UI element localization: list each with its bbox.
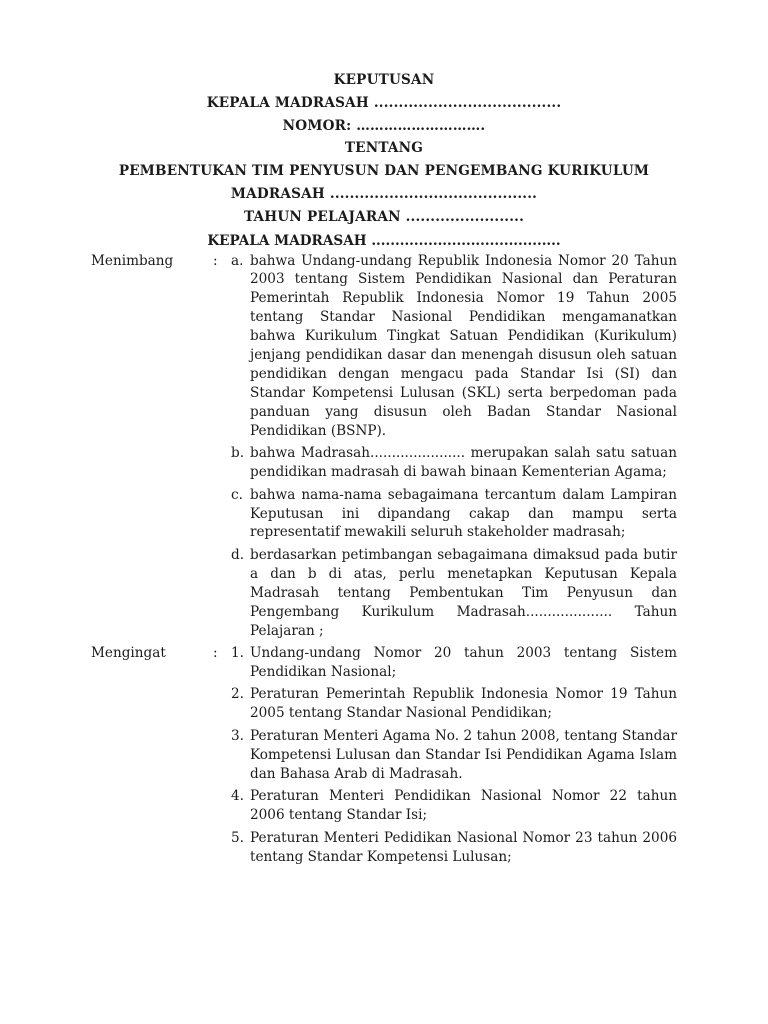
title-tahun-pelajaran: TAHUN PELAJARAN ........................ — [243, 208, 525, 225]
section-menimbang — [91, 252, 677, 645]
list-item — [231, 727, 677, 784]
section-colon: : — [213, 645, 218, 662]
item-text: bahwa nama-nama sebagaimana tercantum dalam Lampiran Keputusan ini dipandang cakap dan mampu serta representatif mewakili seluruh stakeholder madrasah; — [250, 486, 677, 541]
item-marker: c. — [231, 486, 243, 503]
document-title-block — [0, 69, 768, 229]
title-nomor: NOMOR: ………………………. — [282, 117, 486, 134]
item-marker: a. — [231, 252, 244, 269]
list-item — [231, 546, 677, 641]
item-marker: 3. — [231, 727, 244, 744]
title-keputusan: KEPUTUSAN — [333, 72, 435, 88]
item-list — [231, 252, 677, 645]
item-list — [231, 644, 677, 870]
list-item — [231, 685, 677, 723]
item-text: bahwa Madrasah...................... merupakan salah satu satuan pendidikan madrasah di bawah binaan Kementerian Agama; — [250, 445, 677, 481]
item-text: Undang-undang Nomor 20 tahun 2003 tentang Sistem Pendidikan Nasional; — [250, 645, 677, 680]
issuer-heading: KEPALA MADRASAH ........................................ — [207, 232, 561, 249]
title-tentang: TENTANG — [344, 140, 424, 157]
item-text: Peraturan Pemerintah Republik Indonesia Nomor 19 Tahun 2005 tentang Standar Nasional Pendidikan; — [250, 686, 677, 722]
item-text: Peraturan Menteri Agama No. 2 tahun 2008, tentang Standar Kompetensi Lulusan dan Standar Isi Pendidikan Agama Islam dan Bahasa Arab di Madrasah. — [250, 727, 677, 782]
title-subject: PEMBENTUKAN TIM PENYUSUN DAN PENGEMBANG KURIKULUM — [118, 163, 650, 180]
title-kepala-madrasah: KEPALA MADRASAH ...................................... — [206, 94, 562, 111]
item-marker: d. — [231, 546, 245, 563]
list-item — [231, 252, 677, 441]
item-marker: b. — [231, 445, 245, 462]
list-item — [231, 486, 677, 543]
list-item — [231, 444, 677, 482]
item-text: berdasarkan petimbangan sebagaimana dimaksud pada butir a dan b di atas, perlu menetapkan Keputusan Kepala Madrasah tentang Pembentukan Tim Penyusun dan Pengembang Kurikulum Madrasah.................... Tahun Pelajaran ; — [250, 546, 677, 639]
title-madrasah: MADRASAH .......................................... — [230, 185, 538, 202]
section-mengingat — [91, 644, 677, 870]
item-marker: 2. — [231, 686, 244, 703]
item-marker: 5. — [231, 829, 244, 846]
item-text: Peraturan Menteri Pedidikan Nasional Nomor 23 tahun 2006 tentang Standar Kompetensi Lulusan; — [250, 829, 677, 865]
item-text: Peraturan Menteri Pendidikan Nasional Nomor 22 tahun 2006 tentang Standar Isi; — [250, 788, 677, 824]
item-marker: 1. — [231, 645, 244, 662]
section-colon: : — [213, 252, 218, 269]
list-item — [231, 829, 677, 867]
list-item — [231, 644, 677, 682]
section-label: Mengingat — [91, 645, 166, 662]
section-label: Menimbang — [91, 252, 174, 269]
list-item — [231, 787, 677, 825]
item-text: bahwa Undang-undang Republik Indonesia Nomor 20 Tahun 2003 tentang Sistem Pendidikan Nasional dan Peraturan Pemerintah Republik Indonesia Nomor 19 Tahun 2005 tentang Standar Nasional Pendidikan mengamanatkan bahwa Kurikulum Tingkat Satuan Pendidikan (Kurikulum) jenjang pendidikan dasar dan menengah disusun oleh satuan pendidikan dengan mengacu pada Standar Isi (SI) dan Standar Kompetensi Lulusan (SKL) serta berpedoman pada panduan yang disusun oleh Badan Standar Nasional Pendidikan (BSNP). — [250, 252, 677, 439]
item-marker: 4. — [231, 788, 244, 805]
